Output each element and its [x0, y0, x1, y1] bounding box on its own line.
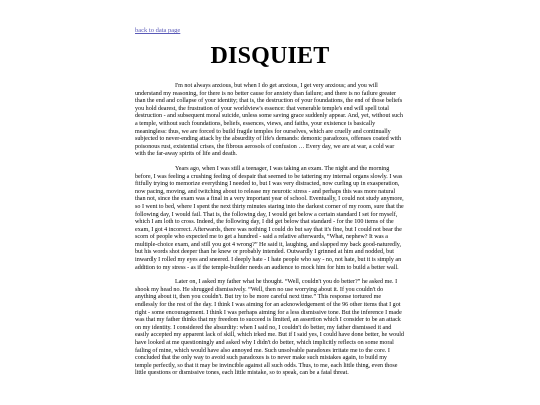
paragraph-1: I'm not always anxious, but when I do get anxious, I get very anxious; and you will understand my reasoning, for there is no better cause for anxiety than failure; and there is no failure greater than the end and collapse of your identity; that is, the destruction of your foundations, the end of those beliefs you hold dearest, the frustration of your worldview's essence: that venerable temple's end will spell total destruction - and subsequent moral suicide, unless some saving grace suddenly appear. And, yet, without such a temple, without such foundations, beliefs, essences, views, and faiths, your existence is basically meaningless: thus, we are forced to build fragile temples for ourselves, which are cruelly and continually subjected to never-ending attack by the absurdity of life's demands: demonic paradoxes, offenses coated with poisonous rust, existential crises, the fibrous aerosols of confusion … Every day, we are at war, a cold war with the far-away spirits of life and death.: [135, 83, 403, 158]
essay-body: [135, 83, 405, 385]
page-title: DISQUIET: [210, 43, 330, 69]
paragraph-3: Later on, I asked my father what he thought. “Well, couldn't you do better?” he asked me. I shook my head no. He shrugged dismissively. “Well, then no use worrying about it. If you couldn't do anything about it, then you couldn't. But try to be more careful next time.” This response tortured me endlessly for the rest of the day. I think I was aiming for an acknowledgement of the 96 other items that I got right - some encouragement. I think I was perhaps aiming for a less dismissive tone. But the inference I made was that my father thinks that my freedom to succeed is limited, an assertion which I consider to be an attack on my identity. I considered the absurdity: when I said no, I couldn't do better, my father dismissed it and easily accepted my apparent lack of skill, which irked me. But if I said yes, I could have done better, he would have looked at me questioningly and asked why I didn't do better, which implicitly reflects on some moral failing of mine, which would have also annoyed me. Such unsolvable paradoxes irritate me to the core. I concluded that the only way to avoid such paradoxes is to never make such mistakes again, to build my temple perfectly, so that it may be invincible against all such odds. Thus, to me, each little thing, even those little questions or dismissive tones, each little mistake, so to speak, can be a fatal threat.: [135, 279, 404, 377]
paragraph-2: Years ago, when I was still a teenager, I was taking an exam. The night and the morning before, I was feeling a crushing feeling of despair that seemed to be tattering my internal organs slowly. I was fitfully trying to memorize everything I needed to, but I was very distracted, now curling up in exasperation, now pacing, moving, and twitching about to release my neurotic stress - and perhaps this was more natural than not, since the exam was a final in a very important year of school. Eventually, I could not study anymore, so I went to bed, where I spent the next thirty minutes staring into the darkest corner of my room, sure that the following day, I would fail. That is, the following day, I would get below a certain standard I set for myself, which I am loth to cross. Indeed, the following day, I did get below that standard - for the 100 items of the exam, I got 4 incorrect. Afterwards, there was nothing I could do but say that it's fine, but I could not bear the scorn of people who expected me to get a hundred - said a relative afterwards, “What, nephew? It was a multiple-choice exam, and still you got 4 wrong?” He said it, laughing, and slapped my back good-naturedly, but his words shot deeper than he knew or probably intended. Outwardly I grinned at him and nodded, but inwardly I rolled my eyes and sneered. I deeply hate - I hate people who say - no, not hate, but it is simply an addition to my stress - as if the temple-builder needs an audience to mock him for him to build a better wall.: [135, 165, 404, 271]
back-to-data-page-link[interactable]: back to data page: [135, 27, 181, 34]
